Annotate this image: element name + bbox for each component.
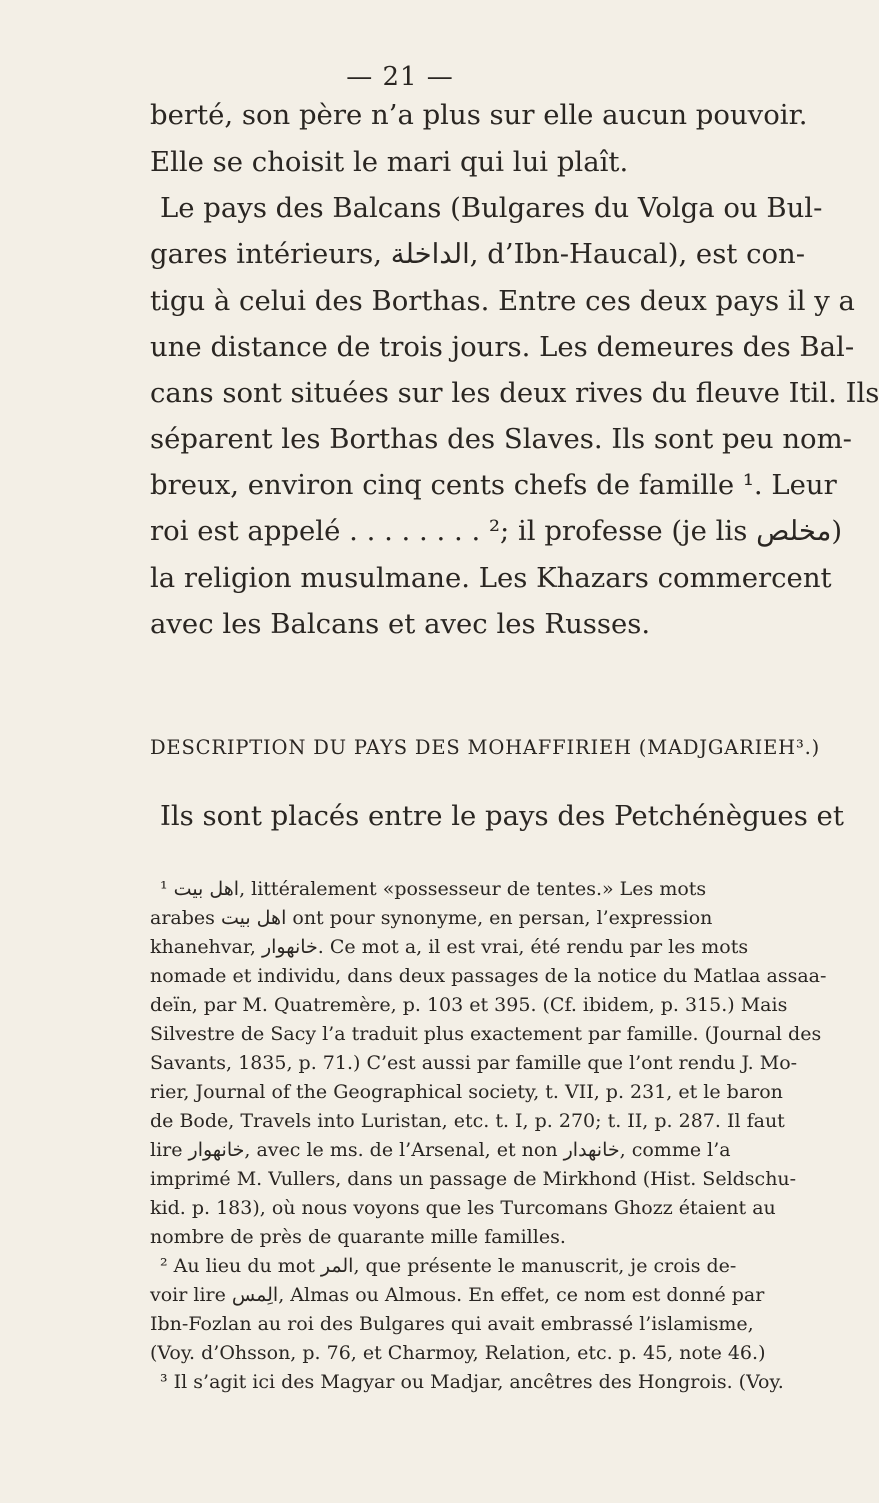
body-line: avec les Balcans et avec les Russes.: [150, 608, 651, 640]
footnote-line: arabes اهل بيت ont pour synonyme, en persan, l’expression: [150, 907, 713, 929]
footnote-line: Ibn-Fozlan au roi des Bulgares qui avait embrassé l’islamisme,: [150, 1313, 754, 1335]
body-line: une distance de trois jours. Les demeures des Bal-: [150, 331, 855, 363]
footnote-line: Silvestre de Sacy l’a traduit plus exactement par famille. (Journal des: [150, 1023, 822, 1045]
footnote-line: nomade et individu, dans deux passages de la notice du Matlaa assaa-: [150, 965, 827, 987]
footnote-line: ¹ اهل بيت, littéralement «possesseur de tentes.» Les mots: [160, 878, 707, 900]
body-line: tigu à celui des Borthas. Entre ces deux pays il y a: [150, 285, 855, 317]
footnote-line: (Voy. d’Ohsson, p. 76, et Charmoy, Relation, etc. p. 45, note 46.): [150, 1342, 766, 1364]
footnote-line: nombre de près de quarante mille familles.: [150, 1226, 566, 1248]
footnote-line: imprimé M. Vullers, dans un passage de Mirkhond (Hist. Seldschu-: [150, 1168, 797, 1190]
body-line: berté, son père n’a plus sur elle aucun pouvoir.: [150, 99, 808, 131]
body-line: Elle se choisit le mari qui lui plaît.: [150, 146, 629, 178]
section-intro: Ils sont placés entre le pays des Petchénègues et: [160, 800, 844, 832]
section-heading: DESCRIPTION DU PAYS DES MOHAFFIRIEH (MADJGARIEH³.): [150, 736, 820, 759]
footnote-line: lire خانهوار, avec le ms. de l’Arsenal, et non خانهدار, comme l’a: [150, 1139, 731, 1161]
body-line: breux, environ cinq cents chefs de famille ¹. Leur: [150, 469, 837, 501]
footnote-line: ³ Il s’agit ici des Magyar ou Madjar, ancêtres des Hongrois. (Voy.: [160, 1371, 784, 1393]
body-line: la religion musulmane. Les Khazars commercent: [150, 562, 832, 594]
footnote-line: deïn, par M. Quatremère, p. 103 et 395. (Cf. ibidem, p. 315.) Mais: [150, 994, 788, 1016]
footnote-line: rier, Journal of the Geographical society, t. VII, p. 231, et le baron: [150, 1081, 783, 1103]
body-line: séparent les Borthas des Slaves. Ils sont peu nom-: [150, 423, 852, 455]
footnote-line: ² Au lieu du mot المر, que présente le manuscrit, je crois de-: [160, 1255, 737, 1277]
page-number: — 21 —: [346, 62, 454, 92]
footnote-line: khanehvar, خانهوار. Ce mot a, il est vrai, été rendu par les mots: [150, 936, 749, 958]
footnote-line: Savants, 1835, p. 71.) C’est aussi par famille que l’ont rendu J. Mo-: [150, 1052, 798, 1074]
body-line: Le pays des Balcans (Bulgares du Volga ou Bul-: [160, 192, 823, 224]
footnote-line: voir lire الِمس, Almas ou Almous. En effet, ce nom est donné par: [150, 1284, 765, 1306]
footnote-line: de Bode, Travels into Luristan, etc. t. I, p. 270; t. II, p. 287. Il faut: [150, 1110, 785, 1132]
footnote-line: kid. p. 183), où nous voyons que les Turcomans Ghozz étaient au: [150, 1197, 776, 1219]
body-line: cans sont situées sur les deux rives du fleuve Itil. Ils: [150, 377, 879, 409]
body-line: roi est appelé . . . . . . . . ²; il professe (je lis مخلص): [150, 515, 843, 547]
body-line: gares intérieurs, الداخلة, d’Ibn-Haucal), est con-: [150, 238, 806, 270]
